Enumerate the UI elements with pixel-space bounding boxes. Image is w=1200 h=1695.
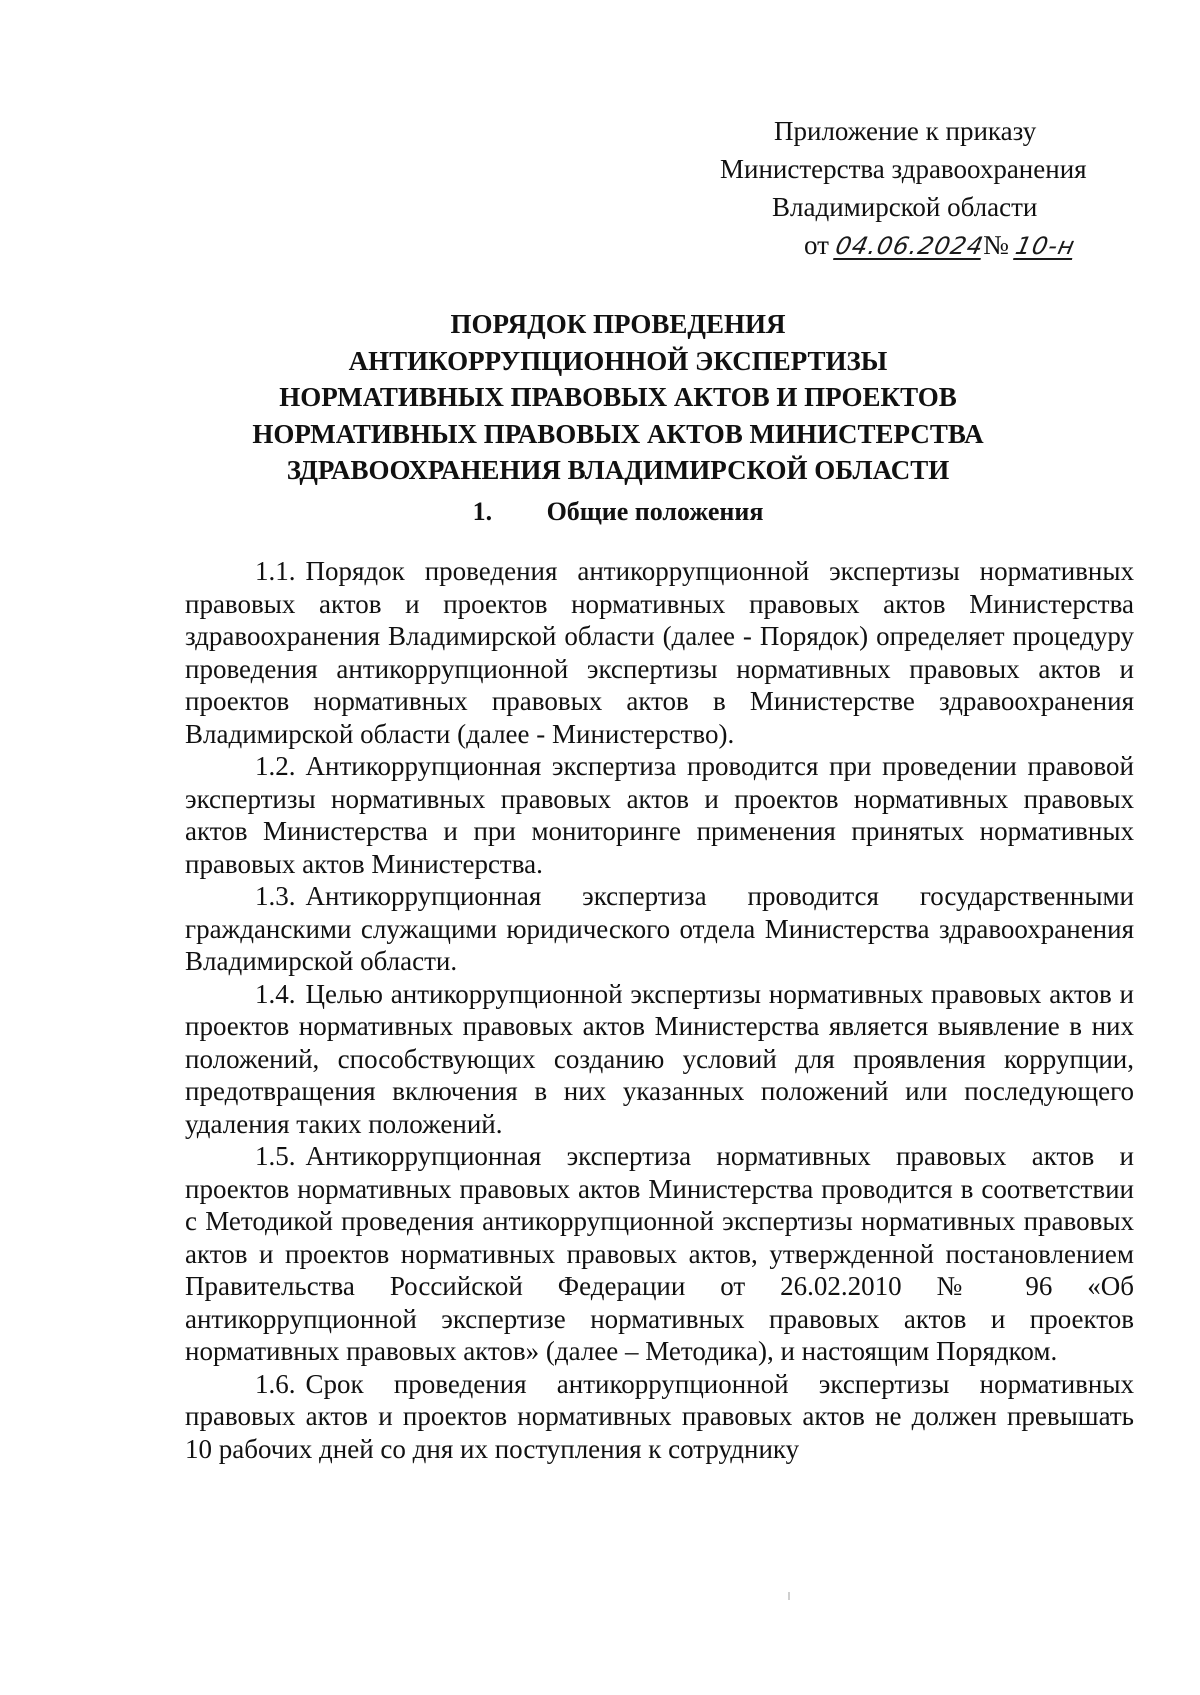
paragraph-text: Антикоррупционная экспертиза проводится при проведении правовой экспертизы нормативных правовых актов и проектов нормативных правовых актов Министерства и при мониторинге применения принятых нормативных правовых актов Министерства. (185, 751, 1134, 879)
paragraph-text: Антикоррупционная экспертиза проводится государственными гражданскими служащими юридического отдела Министерства здравоохранения Владимирской области. (185, 881, 1134, 976)
paragraph (185, 880, 1134, 978)
handwritten-number: 10-н (1012, 232, 1078, 260)
paragraph (185, 1140, 1134, 1368)
paragraph-text: Целью антикоррупционной экспертизы нормативных правовых актов и проектов нормативных правовых актов Министерства является выявление в них положений, способствующих созданию условий для проявления коррупции, предотвращения включения в них указанных положений или последующего удаления таких положений. (185, 978, 1134, 1139)
paragraph (185, 750, 1134, 880)
paragraph-number: 1.3. (255, 881, 296, 911)
document-title (180, 306, 1056, 489)
handwritten-date: 04.06.2024 (832, 232, 987, 260)
scan-speck (788, 1592, 790, 1600)
paragraph-text: Антикоррупционная экспертиза нормативных правовых актов и проектов нормативных правовых актов Министерства проводится в соответствии с Методикой проведения антикоррупционной экспертизы нормативных правовых актов и проектов нормативных правовых актов, утвержденной постановлением Правительства Российской Федерации от 26.02.2010 № 96 «Об антикоррупционной экспертизе нормативных правовых актов и проектов нормативных правовых актов» (далее – Методика), и настоящим Порядком. (185, 1141, 1134, 1366)
paragraph (185, 555, 1134, 750)
appendix-line-2: Министерства здравоохранения (720, 154, 1087, 184)
section-number: 1. (472, 497, 493, 526)
paragraph-text: Срок проведения антикоррупционной экспертизы нормативных правовых актов и проектов нормативных правовых актов не должен превышать 10 рабочих дней со дня их поступления к сотруднику (185, 1368, 1134, 1464)
title-line-3: НОРМАТИВНЫХ ПРАВОВЫХ АКТОВ И ПРОЕКТОВ (279, 382, 957, 412)
paragraph (185, 1368, 1134, 1466)
number-sign: № (983, 230, 1009, 260)
appendix-date-line (720, 226, 1140, 265)
title-line-2: АНТИКОРРУПЦИОННОЙ ЭКСПЕРТИЗЫ (348, 345, 888, 376)
paragraph-number: 1.5. (255, 1141, 296, 1171)
paragraph (185, 978, 1134, 1141)
section-heading (180, 497, 1056, 527)
document-body (185, 555, 1134, 1465)
title-line-4: НОРМАТИВНЫХ ПРАВОВЫХ АКТОВ МИНИСТЕРСТВА (252, 418, 984, 449)
section-title: Общие положения (546, 497, 764, 526)
paragraph-number: 1.1. (255, 556, 296, 586)
paragraph-number: 1.2. (255, 751, 296, 781)
appendix-line-1: Приложение к приказу (774, 116, 1037, 146)
title-line-5: ЗДРАВООХРАНЕНИЯ ВЛАДИМИРСКОЙ ОБЛАСТИ (286, 455, 950, 485)
appendix-line-3: Владимирской области (772, 192, 1038, 222)
paragraph-text: Порядок проведения антикоррупционной экспертизы нормативных правовых актов и проектов нормативных правовых актов Министерства здравоохранения Владимирской области (далее - Порядок) определяет процедуру проведения антикоррупционной экспертизы нормативных правовых актов и проектов нормативных правовых актов в Министерстве здравоохранения Владимирской области (далее - Министерство). (185, 556, 1134, 749)
title-line-1: ПОРЯДОК ПРОВЕДЕНИЯ (450, 309, 786, 339)
appendix-header (720, 112, 1140, 265)
date-prefix: от (804, 230, 829, 260)
paragraph-number: 1.4. (255, 978, 296, 1009)
paragraph-number: 1.6. (255, 1368, 296, 1399)
